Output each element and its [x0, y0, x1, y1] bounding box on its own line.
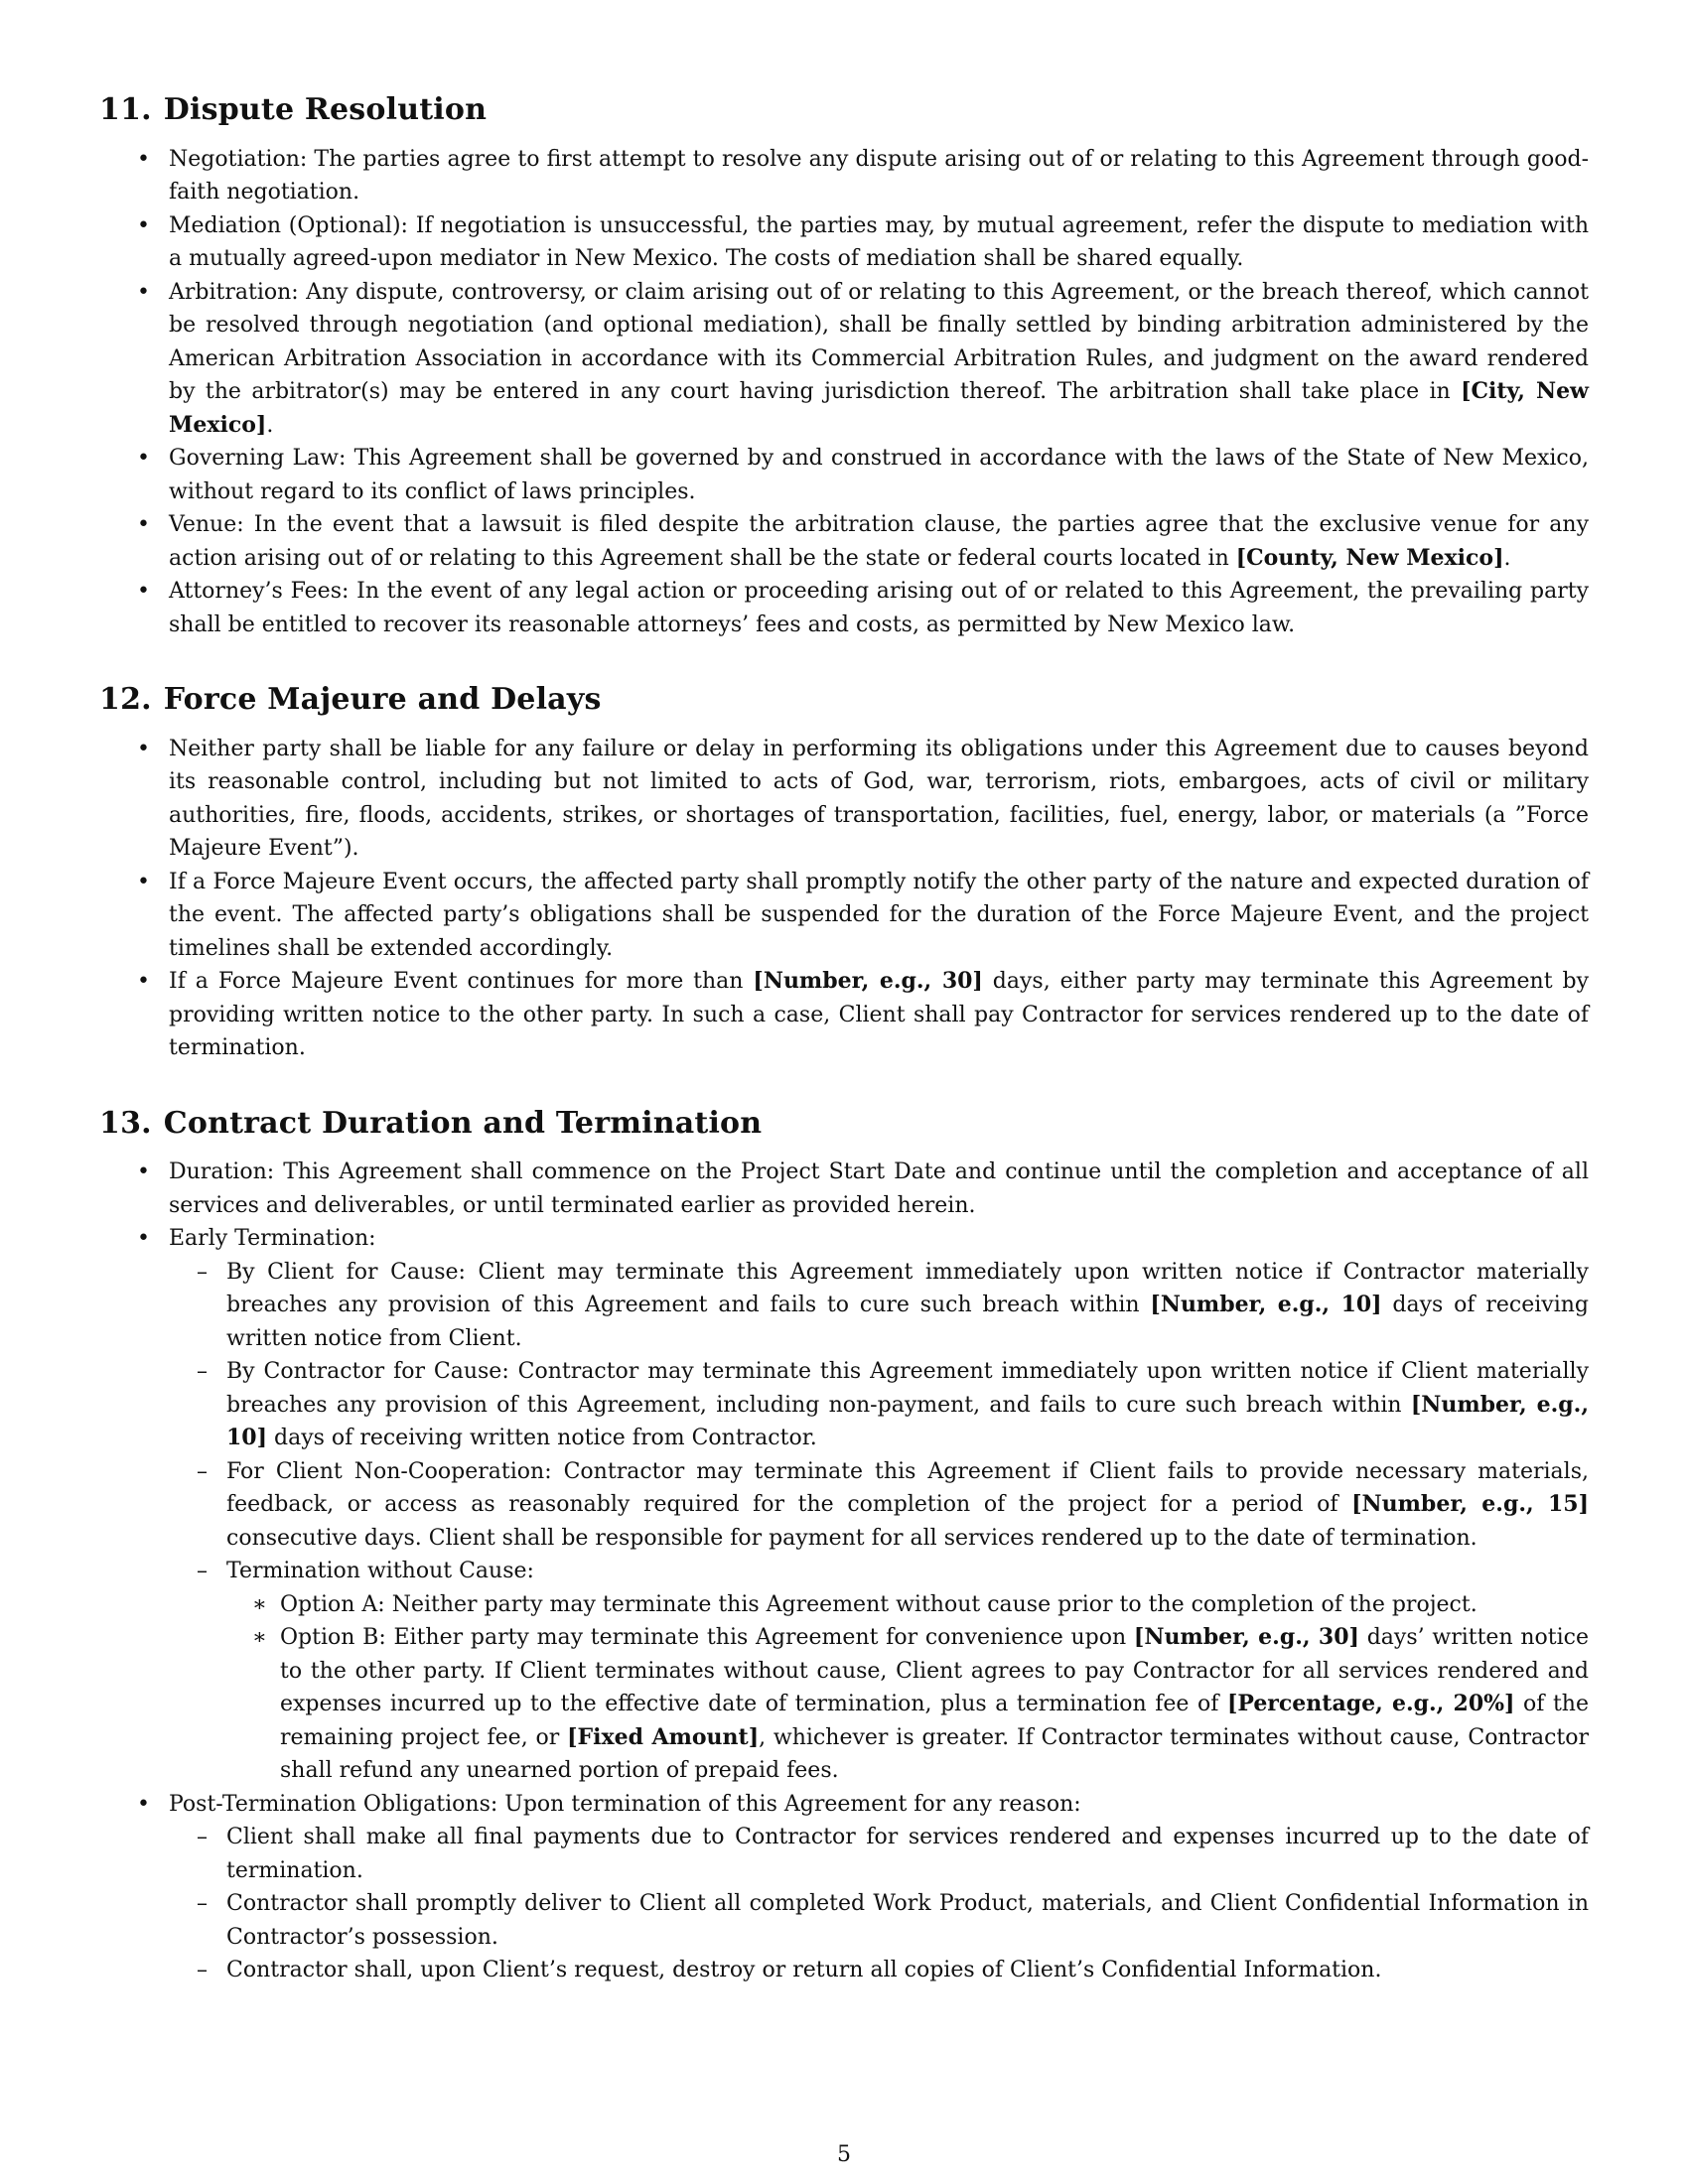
sub-list-item	[169, 1555, 1589, 1788]
text: , whichever is greater. If Contractor terminates without cause, Contractor shall refund any unearned portion of prepaid fees.	[280, 1724, 1590, 1783]
text: Option B: Either party may terminate this Agreement for convenience upon	[280, 1625, 1134, 1650]
text: .	[266, 412, 274, 438]
list-item: • Mediation (Optional): If negotiation is unsuccessful, the parties may, by mutual agreement, refer the dispute to mediation with a mutually agreed-upon mediator in New Mexico. The costs of mediation shall be shared equally.	[99, 209, 1589, 276]
sub-list-item: – Contractor shall promptly deliver to Client all completed Work Product, materials, and Client Confidential Information in Contractor’s possession.	[169, 1887, 1589, 1954]
section-title: Dispute Resolution	[163, 92, 488, 127]
section-contract-duration	[99, 1105, 1589, 1987]
list-item: • Governing Law: This Agreement shall be governed by and construed in accordance with the laws of the State of New Mexico, without regard to its conflict of laws principles.	[99, 442, 1589, 508]
bullet-list	[99, 733, 1589, 1065]
placeholder-field: [Number, e.g., 10]	[1150, 1292, 1382, 1317]
list-item: • Neither party shall be liable for any failure or delay in performing its obligations under this Agreement due to causes beyond its reasonable control, including but not limited to acts of God, war, terrorism, riots, embargoes, acts of civil or military authorities, fire, floods, accidents, strikes, or shortages of transportation, facilities, fuel, energy, labor, or materials (a ”Force Majeure Event”).	[99, 733, 1589, 866]
section-heading	[99, 681, 1589, 719]
sub-list-item: – Client shall make all final payments due to Contractor for services rendered and expenses incurred up to the date of termination.	[169, 1821, 1589, 1887]
text: Arbitration: Any dispute, controversy, or claim arising out of or relating to this Agreement, or the breach thereof, which cannot be resolved through negotiation (and optional mediation), shall be finally settled by binding arbitration administered by the American Arbitration Association in accordance with its Commercial Arbitration Rules, and judgment on the award rendered by the arbitrator(s) may be entered in any court having jurisdiction thereof. The arbitration shall take place in	[169, 279, 1589, 404]
text: Termination without Cause:	[226, 1559, 534, 1583]
placeholder-field: [Number, e.g., 10]	[226, 1391, 1589, 1450]
placeholder-field: [City, New Mexico]	[169, 378, 1589, 438]
text: consecutive days. Client shall be responsible for payment for all services rendered up to the date of termination.	[226, 1525, 1477, 1551]
option-item	[226, 1621, 1589, 1788]
text: .	[1503, 545, 1511, 571]
placeholder-field: [County, New Mexico]	[1235, 544, 1504, 571]
text: Venue: In the event that a lawsuit is filed despite the arbitration clause, the parties agree that the exclusive venue for any action arising out of or relating to this Agreement shall be the state or federal courts located in	[169, 512, 1589, 571]
text: Early Termination:	[169, 1226, 376, 1251]
bullet-list	[99, 1156, 1589, 1987]
list-item	[99, 1222, 1589, 1788]
text: For Client Non-Cooperation: Contractor may terminate this Agreement if Client fails to provide necessary materials, feedback, or access as reasonably required for the completion of the project for a period of	[226, 1458, 1589, 1517]
section-force-majeure	[99, 681, 1589, 1065]
page-number: 5	[837, 2142, 851, 2167]
sub-list-item	[169, 1256, 1589, 1356]
section-number: 12.	[99, 682, 152, 717]
text: days’ written notice to the other party. If Client terminates without cause, Client agrees to pay Contractor for all services rendered and expenses incurred up to the effective date of termination, plus a termination fee of	[280, 1625, 1589, 1716]
sub-list-item	[169, 1355, 1589, 1455]
list-item: • Negotiation: The parties agree to first attempt to resolve any dispute arising out of or relating to this Agreement through good-faith negotiation.	[99, 143, 1589, 209]
text: By Contractor for Cause: Contractor may terminate this Agreement immediately upon written notice if Client materially breaches any provision of this Agreement, including non-payment, and fails to cure such breach within	[226, 1359, 1589, 1418]
section-heading	[99, 1105, 1589, 1143]
section-title: Contract Duration and Termination	[163, 1105, 763, 1141]
list-item	[99, 276, 1589, 443]
sub-list-item: – Contractor shall, upon Client’s request, destroy or return all copies of Client’s Confidential Information.	[169, 1954, 1589, 1987]
section-heading	[99, 91, 1589, 129]
text: If a Force Majeure Event continues for more than	[169, 969, 754, 994]
placeholder-field: [Number, e.g., 30]	[1133, 1624, 1359, 1650]
text: days, either party may terminate this Agreement by providing written notice to the other party. In such a case, Client shall pay Contractor for services rendered up to the date of termination.	[169, 969, 1589, 1060]
text: Post-Termination Obligations: Upon termination of this Agreement for any reason:	[169, 1791, 1081, 1817]
text: days of receiving written notice from Client.	[226, 1293, 1589, 1351]
option-item: ∗ Option A: Neither party may terminate this Agreement without cause prior to the completion of the project.	[226, 1588, 1589, 1622]
placeholder-field: [Number, e.g., 30]	[753, 968, 983, 994]
list-item: • If a Force Majeure Event occurs, the affected party shall promptly notify the other party of the nature and expected duration of the event. The affected party’s obligations shall be suspended for the duration of the Force Majeure Event, and the project timelines shall be extended accordingly.	[99, 866, 1589, 966]
sub-list	[169, 1821, 1589, 1987]
list-item	[99, 965, 1589, 1065]
list-item	[99, 508, 1589, 575]
bullet-list	[99, 143, 1589, 642]
section-number: 11.	[99, 92, 152, 127]
sub-sub-list	[226, 1588, 1589, 1788]
sub-list-item	[169, 1455, 1589, 1556]
list-item	[99, 1788, 1589, 1987]
list-item: • Attorney’s Fees: In the event of any legal action or proceeding arising out of or related to this Agreement, the prevailing party shall be entitled to recover its reasonable attorneys’ fees and costs, as permitted by New Mexico law.	[99, 575, 1589, 641]
document-page	[99, 91, 1589, 2027]
text: By Client for Cause: Client may terminate this Agreement immediately upon written notice if Contractor materially breaches any provision of this Agreement and fails to cure such breach within	[226, 1259, 1589, 1317]
text: days of receiving written notice from Contractor.	[267, 1426, 817, 1450]
list-item: • Duration: This Agreement shall commence on the Project Start Date and continue until the completion and acceptance of all services and deliverables, or until terminated earlier as provided herein.	[99, 1156, 1589, 1222]
section-dispute-resolution	[99, 91, 1589, 641]
section-title: Force Majeure and Delays	[163, 682, 602, 717]
placeholder-field: [Fixed Amount]	[567, 1723, 760, 1750]
placeholder-field: [Percentage, e.g., 20%]	[1226, 1691, 1515, 1716]
sub-list	[169, 1256, 1589, 1788]
section-number: 13.	[99, 1105, 152, 1141]
placeholder-field: [Number, e.g., 15]	[1351, 1491, 1589, 1517]
text: of the remaining project fee, or	[280, 1692, 1589, 1750]
